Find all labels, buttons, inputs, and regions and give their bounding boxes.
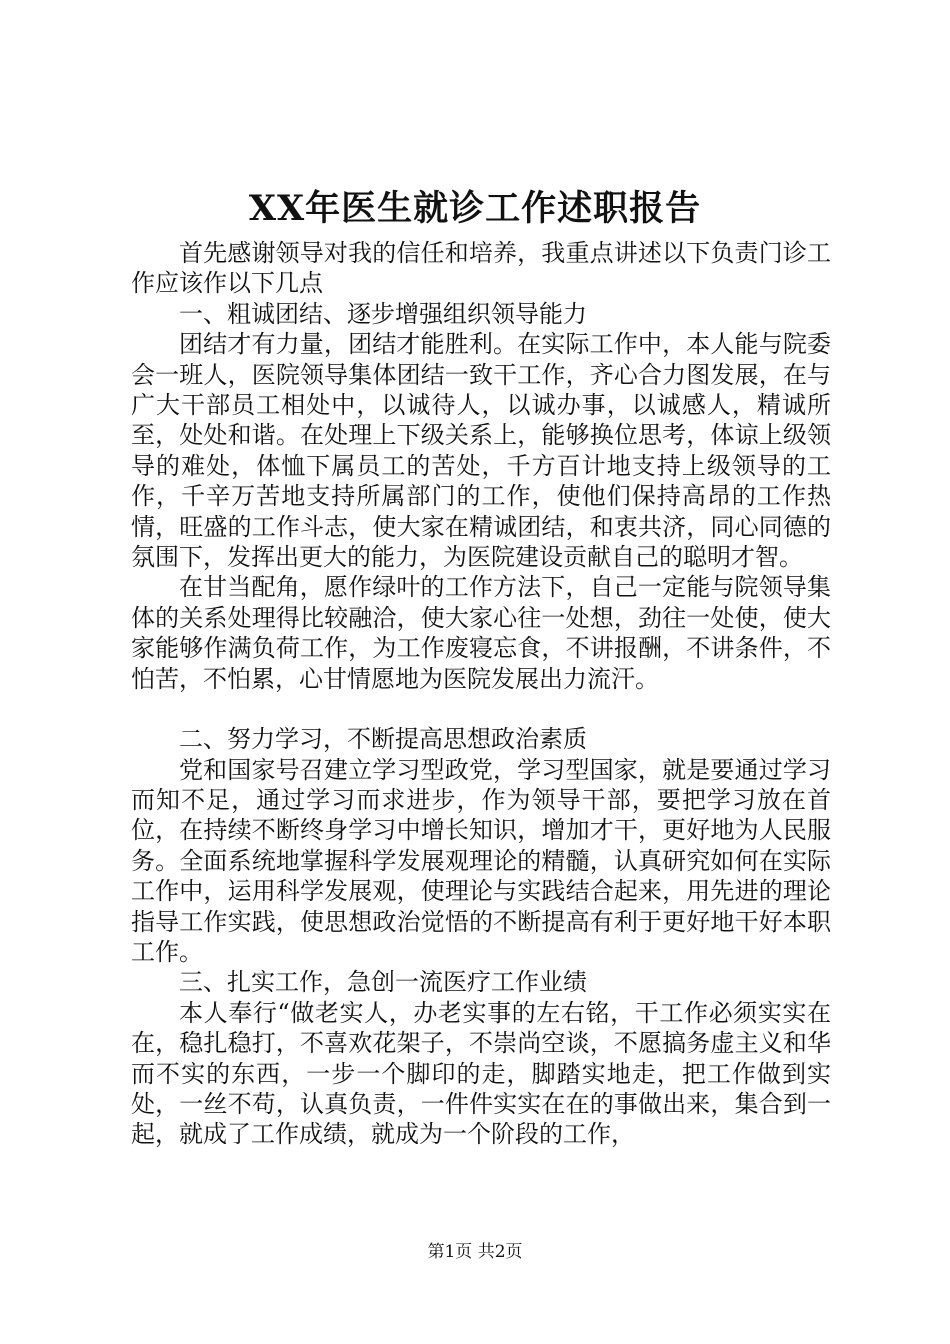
section-1-paragraph-2: 在甘当配角，愿作绿叶的工作方法下，自己一定能与院领导集体的关系处理得比较融洽，使大家心往一处想，劲往一处使，使大家能够作满负荷工作，为工作废寝忘食，不讲报酬，不讲条件，不怕苦，不怕累，心甘情愿地为医院发展出力流汗。 <box>131 573 831 693</box>
intro-paragraph: 首先感谢领导对我的信任和培养，我重点讲述以下负责门诊工作应该作以下几点 <box>131 239 831 298</box>
document-title: XX年医生就诊工作述职报告 <box>248 188 702 229</box>
section-3-paragraph-1: 本人奉行“做老实人，办老实事的左右铭，干工作必须实实在在，稳扎稳打，不喜欢花架子，不崇尚空谈，不愿搞务虚主义和华而不实的东西，一步一个脚印的走，脚踏实地走，把工作做到实处，一丝不苟，认真负责，一件件实实在在的事做出来，集合到一起，就成了工作成绩，就成为一个阶段的工作， <box>131 998 831 1149</box>
section-2-paragraph-1: 党和国家号召建立学习型政党，学习型国家，就是要通过学习而知不足，通过学习而求进步，作为领导干部，要把学习放在首位，在持续不断终身学习中增长知识，增加才干，更好地为人民服务。全面系统地掌握科学发展观理论的精髓，认真研究如何在实际工作中，运用科学发展观，使理论与实践结合起来，用先进的理论指导工作实践，使思想政治觉悟的不断提高有利于更好地干好本职工作。 <box>131 755 831 966</box>
section-3-heading: 三、扎实工作，急创一流医疗工作业绩 <box>179 968 587 997</box>
section-1-heading: 一、粗诚团结、逐步增强组织领导能力 <box>179 299 587 328</box>
page-footer: 第1页 共2页 <box>427 1242 523 1262</box>
paragraph-spacer <box>131 694 831 724</box>
document-body <box>131 238 831 1150</box>
section-2-heading: 二、努力学习，不断提高思想政治素质 <box>179 725 587 754</box>
section-1-paragraph-1: 团结才有力量，团结才能胜利。在实际工作中，本人能与院委会一班人，医院领导集体团结一致干工作，齐心合力图发展，在与广大干部员工相处中，以诚待人，以诚办事，以诚感人，精诚所至，处处和谐。在处理上下级关系上，能够换位思考，体谅上级领导的难处，体恤下属员工的苦处，千方百计地支持上级领导的工作，千辛万苦地支持所属部门的工作，使他们保持高昂的工作热情，旺盛的工作斗志，使大家在精诚团结，和衷共济，同心同德的氛围下，发挥出更大的能力，为医院建设贡献自己的聪明才智。 <box>131 330 831 572</box>
